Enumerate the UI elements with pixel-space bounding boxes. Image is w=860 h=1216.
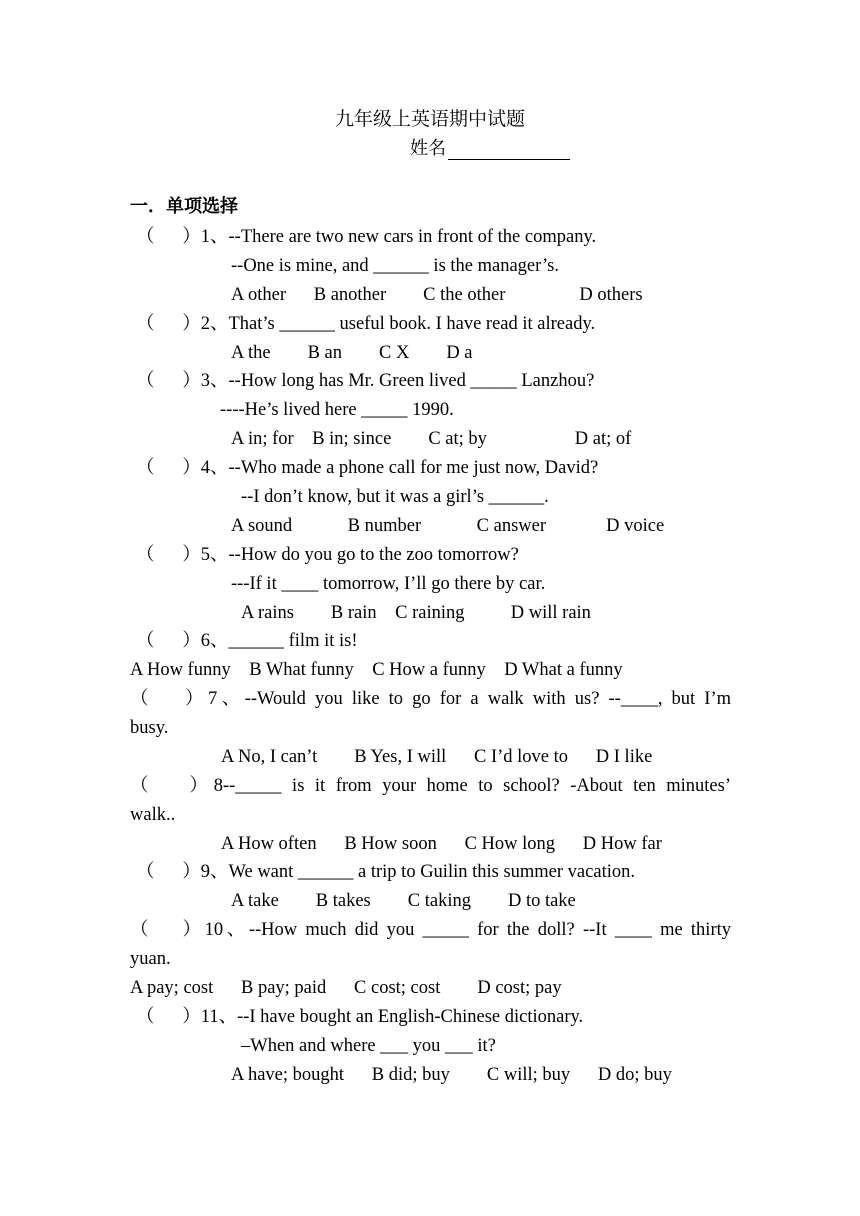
question-7-stem-continued: busy. (130, 718, 169, 738)
question-3-stem: （ ）3、--How long has Mr. Green lived _____ Lanzhou? (136, 371, 595, 391)
question-5-options: A rains B rain C raining D will rain (241, 603, 591, 623)
question-2-options: A the B an C X D a (231, 343, 473, 363)
question-7-stem: （ ）7、--Would you like to go for a walk with us? --____, but I’m (130, 689, 731, 709)
question-11-reply: –When and where ___ you ___ it? (241, 1036, 496, 1056)
section-heading: 一．单项选择 (130, 196, 238, 217)
question-7-options: A No, I can’t B Yes, I will C I’d love to D I like (221, 747, 653, 767)
question-6-stem: （ ）6、______ film it is! (136, 631, 358, 651)
question-5-reply: ---If it ____ tomorrow, I’ll go there by car. (231, 574, 546, 594)
question-8-stem: （ ）8--_____ is it from your home to school? -About ten minutes’ (130, 776, 731, 796)
name-blank-line[interactable] (448, 139, 570, 160)
question-10-options: A pay; cost B pay; paid C cost; cost D cost; pay (130, 978, 562, 998)
question-8-stem-continued: walk.. (130, 805, 176, 825)
name-label: 姓名 (410, 138, 446, 159)
question-4-stem: （ ）4、--Who made a phone call for me just now, David? (136, 458, 599, 478)
question-1-reply: --One is mine, and ______ is the manager’s. (231, 256, 559, 276)
question-6-options: A How funny B What funny C How a funny D What a funny (130, 660, 623, 680)
question-5-stem: （ ）5、--How do you go to the zoo tomorrow? (136, 545, 519, 565)
question-3-options: A in; for B in; since C at; by D at; of (231, 429, 632, 449)
question-10-stem: （ ）10、--How much did you _____ for the doll? --It ____ me thirty (130, 920, 731, 940)
question-4-reply: --I don’t know, but it was a girl’s ______. (241, 487, 549, 507)
question-11-options: A have; bought B did; buy C will; buy D do; buy (231, 1065, 672, 1085)
question-10-stem-continued: yuan. (130, 949, 171, 969)
question-8-options: A How often B How soon C How long D How far (221, 834, 662, 854)
question-9-options: A take B takes C taking D to take (231, 891, 576, 911)
page-title: 九年级上英语期中试题 (334, 108, 525, 130)
question-1-options: A other B another C the other D others (231, 285, 643, 305)
question-11-stem: （ ）11、--I have bought an English-Chinese dictionary. (136, 1007, 584, 1027)
question-1-stem: （ ）1、--There are two new cars in front of the company. (136, 227, 597, 247)
name-field (410, 138, 570, 160)
question-3-reply: ----He’s lived here _____ 1990. (220, 400, 454, 420)
question-4-options: A sound B number C answer D voice (231, 516, 665, 536)
question-2-stem: （ ）2、That’s ______ useful book. I have read it already. (136, 314, 596, 334)
question-9-stem: （ ）9、We want ______ a trip to Guilin this summer vacation. (136, 862, 635, 882)
